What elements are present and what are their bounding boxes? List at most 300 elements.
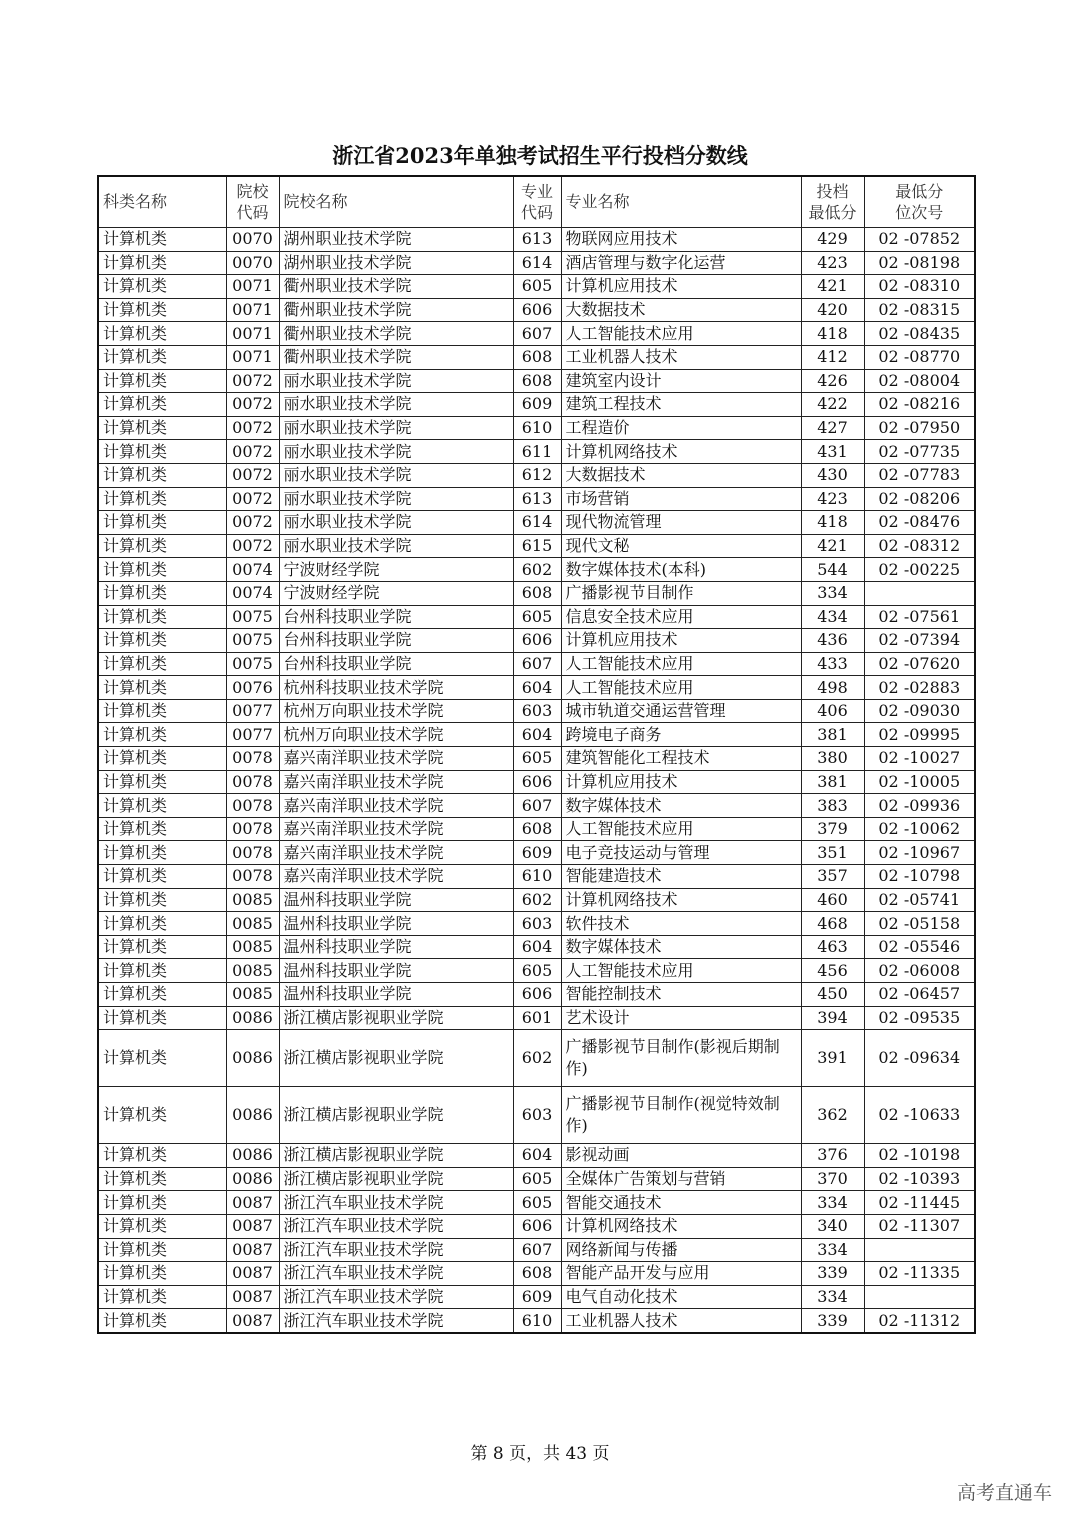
cell-major-code: 611 [513, 440, 561, 464]
cell-rank: 02 -08198 [864, 251, 975, 275]
cell-rank [864, 581, 975, 605]
cell-major-name: 酒店管理与数字化运营 [561, 251, 801, 275]
cell-school-name: 嘉兴南洋职业技术学院 [279, 794, 513, 818]
cell-major-code: 610 [513, 416, 561, 440]
table-row [98, 983, 975, 1007]
table-row [98, 1144, 975, 1168]
cell-school-code: 0072 [226, 369, 279, 393]
cell-major-code: 614 [513, 251, 561, 275]
cell-major-code: 606 [513, 983, 561, 1007]
cell-school-code: 0074 [226, 581, 279, 605]
cell-category: 计算机类 [98, 935, 226, 959]
cell-major-name: 工业机器人技术 [561, 1309, 801, 1333]
cell-school-name: 嘉兴南洋职业技术学院 [279, 817, 513, 841]
cell-major-code: 606 [513, 629, 561, 653]
cell-min-score: 433 [801, 652, 864, 676]
cell-major-name: 网络新闻与传播 [561, 1238, 801, 1262]
cell-min-score: 394 [801, 1006, 864, 1030]
cell-school-code: 0075 [226, 629, 279, 653]
table-row [98, 699, 975, 723]
cell-school-name: 温州科技职业学院 [279, 912, 513, 936]
cell-min-score: 421 [801, 275, 864, 299]
cell-school-code: 0087 [226, 1262, 279, 1286]
cell-school-name: 丽水职业技术学院 [279, 369, 513, 393]
cell-rank: 02 -11312 [864, 1309, 975, 1333]
cell-school-code: 0076 [226, 676, 279, 700]
cell-major-name: 软件技术 [561, 912, 801, 936]
cell-school-code: 0087 [226, 1214, 279, 1238]
cell-min-score: 406 [801, 699, 864, 723]
cell-school-code: 0078 [226, 841, 279, 865]
cell-school-name: 浙江横店影视职业学院 [279, 1030, 513, 1087]
table-row [98, 1285, 975, 1309]
page-footer: 第 8 页，共 43 页 [470, 1444, 610, 1464]
cell-min-score: 463 [801, 935, 864, 959]
table-row [98, 511, 975, 535]
cell-school-code: 0072 [226, 511, 279, 535]
cell-school-code: 0072 [226, 487, 279, 511]
cell-min-score: 460 [801, 888, 864, 912]
cell-rank: 02 -09030 [864, 699, 975, 723]
cell-major-code: 606 [513, 298, 561, 322]
cell-school-code: 0075 [226, 652, 279, 676]
cell-major-code: 608 [513, 1262, 561, 1286]
cell-min-score: 456 [801, 959, 864, 983]
cell-min-score: 544 [801, 558, 864, 582]
cell-major-name: 数字媒体技术 [561, 794, 801, 818]
cell-school-code: 0085 [226, 983, 279, 1007]
document-title: 浙江省2023年单独考试招生平行投档分数线 [332, 143, 748, 168]
cell-min-score: 370 [801, 1167, 864, 1191]
cell-category: 计算机类 [98, 817, 226, 841]
cell-category: 计算机类 [98, 794, 226, 818]
table-row [98, 558, 975, 582]
table-row [98, 1309, 975, 1333]
cell-school-code: 0072 [226, 393, 279, 417]
cell-major-code: 609 [513, 393, 561, 417]
cell-school-name: 丽水职业技术学院 [279, 534, 513, 558]
cell-category: 计算机类 [98, 487, 226, 511]
cell-rank: 02 -09995 [864, 723, 975, 747]
cell-min-score: 357 [801, 865, 864, 889]
cell-school-name: 浙江汽车职业技术学院 [279, 1309, 513, 1333]
cell-min-score: 421 [801, 534, 864, 558]
table-row [98, 440, 975, 464]
cell-major-code: 605 [513, 605, 561, 629]
cell-major-name: 建筑室内设计 [561, 369, 801, 393]
cell-rank: 02 -05158 [864, 912, 975, 936]
cell-rank: 02 -08315 [864, 298, 975, 322]
cell-rank: 02 -10798 [864, 865, 975, 889]
cell-school-code: 0086 [226, 1030, 279, 1087]
cell-category: 计算机类 [98, 629, 226, 653]
cell-major-code: 605 [513, 275, 561, 299]
cell-major-name: 现代文秘 [561, 534, 801, 558]
table-row [98, 369, 975, 393]
table-row [98, 1262, 975, 1286]
cell-school-code: 0075 [226, 605, 279, 629]
cell-school-code: 0072 [226, 440, 279, 464]
cell-school-code: 0086 [226, 1087, 279, 1144]
table-row [98, 723, 975, 747]
cell-school-name: 浙江汽车职业技术学院 [279, 1238, 513, 1262]
cell-school-name: 衢州职业技术学院 [279, 275, 513, 299]
cell-category: 计算机类 [98, 1087, 226, 1144]
cell-school-name: 台州科技职业学院 [279, 629, 513, 653]
cell-school-name: 浙江汽车职业技术学院 [279, 1285, 513, 1309]
cell-school-name: 嘉兴南洋职业技术学院 [279, 841, 513, 865]
cell-rank: 02 -11307 [864, 1214, 975, 1238]
cell-major-code: 603 [513, 1087, 561, 1144]
cell-category: 计算机类 [98, 322, 226, 346]
cell-rank: 02 -08310 [864, 275, 975, 299]
cell-major-name: 工业机器人技术 [561, 345, 801, 369]
cell-school-code: 0087 [226, 1238, 279, 1262]
cell-major-name: 智能建造技术 [561, 865, 801, 889]
cell-school-name: 浙江横店影视职业学院 [279, 1006, 513, 1030]
cell-major-name: 智能控制技术 [561, 983, 801, 1007]
cell-category: 计算机类 [98, 1238, 226, 1262]
cell-rank: 02 -10633 [864, 1087, 975, 1144]
cell-rank: 02 -10005 [864, 770, 975, 794]
cell-school-code: 0070 [226, 228, 279, 252]
cell-major-name: 电子竞技运动与管理 [561, 841, 801, 865]
header-min-score: 投档 最低分 [801, 176, 864, 228]
cell-category: 计算机类 [98, 298, 226, 322]
cell-school-code: 0077 [226, 699, 279, 723]
cell-min-score: 334 [801, 1191, 864, 1215]
cell-school-name: 台州科技职业学院 [279, 652, 513, 676]
cell-major-name: 电气自动化技术 [561, 1285, 801, 1309]
cell-school-name: 丽水职业技术学院 [279, 440, 513, 464]
header-category: 科类名称 [98, 176, 226, 228]
cell-category: 计算机类 [98, 534, 226, 558]
cell-school-name: 温州科技职业学院 [279, 888, 513, 912]
cell-category: 计算机类 [98, 770, 226, 794]
cell-category: 计算机类 [98, 463, 226, 487]
cell-major-name: 人工智能技术应用 [561, 652, 801, 676]
cell-school-name: 温州科技职业学院 [279, 935, 513, 959]
cell-category: 计算机类 [98, 581, 226, 605]
table-row [98, 228, 975, 252]
cell-major-name: 影视动画 [561, 1144, 801, 1168]
cell-major-name: 广播影视节目制作(视觉特效制作) [561, 1087, 801, 1144]
cell-min-score: 418 [801, 511, 864, 535]
cell-major-name: 大数据技术 [561, 463, 801, 487]
cell-min-score: 423 [801, 251, 864, 275]
cell-major-code: 609 [513, 841, 561, 865]
cell-rank: 02 -07735 [864, 440, 975, 464]
cell-category: 计算机类 [98, 1167, 226, 1191]
table-row [98, 1191, 975, 1215]
cell-school-name: 丽水职业技术学院 [279, 487, 513, 511]
cell-school-code: 0078 [226, 747, 279, 771]
cell-category: 计算机类 [98, 275, 226, 299]
cell-major-name: 人工智能技术应用 [561, 322, 801, 346]
cell-rank: 02 -07561 [864, 605, 975, 629]
cell-min-score: 381 [801, 770, 864, 794]
cell-min-score: 412 [801, 345, 864, 369]
cell-major-code: 610 [513, 865, 561, 889]
cell-school-code: 0085 [226, 935, 279, 959]
cell-category: 计算机类 [98, 1030, 226, 1087]
cell-school-code: 0085 [226, 912, 279, 936]
cell-min-score: 362 [801, 1087, 864, 1144]
cell-min-score: 427 [801, 416, 864, 440]
table-row [98, 345, 975, 369]
header-rank: 最低分 位次号 [864, 176, 975, 228]
cell-major-code: 612 [513, 463, 561, 487]
cell-major-code: 607 [513, 652, 561, 676]
cell-category: 计算机类 [98, 605, 226, 629]
cell-category: 计算机类 [98, 888, 226, 912]
table-row [98, 770, 975, 794]
cell-school-name: 衢州职业技术学院 [279, 322, 513, 346]
cell-min-score: 422 [801, 393, 864, 417]
cell-min-score: 334 [801, 1238, 864, 1262]
table-row [98, 534, 975, 558]
cell-school-code: 0087 [226, 1309, 279, 1333]
cell-school-name: 浙江横店影视职业学院 [279, 1167, 513, 1191]
cell-min-score: 498 [801, 676, 864, 700]
table-row [98, 322, 975, 346]
cell-rank: 02 -07852 [864, 228, 975, 252]
cell-major-name: 物联网应用技术 [561, 228, 801, 252]
cell-school-name: 温州科技职业学院 [279, 983, 513, 1007]
cell-category: 计算机类 [98, 558, 226, 582]
cell-school-name: 宁波财经学院 [279, 581, 513, 605]
cell-category: 计算机类 [98, 345, 226, 369]
header-school-code: 院校 代码 [226, 176, 279, 228]
cell-school-code: 0078 [226, 794, 279, 818]
cell-school-name: 杭州万向职业技术学院 [279, 699, 513, 723]
cell-min-score: 340 [801, 1214, 864, 1238]
cell-major-code: 604 [513, 676, 561, 700]
cell-min-score: 334 [801, 581, 864, 605]
table-row [98, 416, 975, 440]
table-row [98, 1030, 975, 1087]
cell-rank: 02 -07394 [864, 629, 975, 653]
cell-major-code: 608 [513, 369, 561, 393]
cell-major-name: 计算机应用技术 [561, 275, 801, 299]
cell-category: 计算机类 [98, 959, 226, 983]
cell-major-name: 智能产品开发与应用 [561, 1262, 801, 1286]
cell-major-code: 603 [513, 912, 561, 936]
cell-school-name: 嘉兴南洋职业技术学院 [279, 770, 513, 794]
cell-min-score: 468 [801, 912, 864, 936]
cell-school-name: 浙江汽车职业技术学院 [279, 1214, 513, 1238]
cell-major-code: 610 [513, 1309, 561, 1333]
cell-rank: 02 -08770 [864, 345, 975, 369]
cell-category: 计算机类 [98, 228, 226, 252]
cell-school-name: 宁波财经学院 [279, 558, 513, 582]
cell-major-name: 计算机网络技术 [561, 888, 801, 912]
cell-rank: 02 -10198 [864, 1144, 975, 1168]
cell-min-score: 430 [801, 463, 864, 487]
cell-major-code: 607 [513, 322, 561, 346]
cell-major-name: 建筑工程技术 [561, 393, 801, 417]
table-row [98, 865, 975, 889]
cell-rank: 02 -05546 [864, 935, 975, 959]
header-school-name: 院校名称 [279, 176, 513, 228]
cell-school-code: 0087 [226, 1191, 279, 1215]
cell-rank: 02 -10027 [864, 747, 975, 771]
cell-major-code: 608 [513, 581, 561, 605]
cell-min-score: 429 [801, 228, 864, 252]
cell-category: 计算机类 [98, 841, 226, 865]
cell-category: 计算机类 [98, 511, 226, 535]
cell-major-name: 人工智能技术应用 [561, 676, 801, 700]
cell-category: 计算机类 [98, 1285, 226, 1309]
cell-min-score: 381 [801, 723, 864, 747]
cell-major-code: 609 [513, 1285, 561, 1309]
table-row [98, 1006, 975, 1030]
cell-category: 计算机类 [98, 983, 226, 1007]
cell-major-name: 现代物流管理 [561, 511, 801, 535]
cell-major-name: 信息安全技术应用 [561, 605, 801, 629]
cell-school-code: 0071 [226, 298, 279, 322]
cell-school-name: 湖州职业技术学院 [279, 251, 513, 275]
cell-major-code: 601 [513, 1006, 561, 1030]
cell-major-name: 全媒体广告策划与营销 [561, 1167, 801, 1191]
cell-major-code: 605 [513, 959, 561, 983]
cell-category: 计算机类 [98, 865, 226, 889]
watermark: 高考直通车 [956, 1482, 1052, 1504]
table-row [98, 605, 975, 629]
table-row [98, 747, 975, 771]
cell-school-code: 0085 [226, 959, 279, 983]
cell-min-score: 418 [801, 322, 864, 346]
cell-min-score: 420 [801, 298, 864, 322]
table-row [98, 1238, 975, 1262]
cell-school-code: 0071 [226, 345, 279, 369]
cell-rank: 02 -11335 [864, 1262, 975, 1286]
cell-rank: 02 -10393 [864, 1167, 975, 1191]
cell-major-code: 602 [513, 558, 561, 582]
cell-major-name: 计算机网络技术 [561, 440, 801, 464]
cell-major-name: 计算机应用技术 [561, 770, 801, 794]
table-row [98, 912, 975, 936]
table-row [98, 935, 975, 959]
cell-min-score: 380 [801, 747, 864, 771]
cell-school-code: 0086 [226, 1006, 279, 1030]
cell-school-name: 浙江横店影视职业学院 [279, 1144, 513, 1168]
cell-min-score: 383 [801, 794, 864, 818]
cell-major-code: 607 [513, 794, 561, 818]
table-row [98, 463, 975, 487]
cell-school-name: 丽水职业技术学院 [279, 463, 513, 487]
cell-school-name: 温州科技职业学院 [279, 959, 513, 983]
cell-min-score: 351 [801, 841, 864, 865]
cell-major-name: 广播影视节目制作 [561, 581, 801, 605]
cell-category: 计算机类 [98, 912, 226, 936]
cell-rank: 02 -10062 [864, 817, 975, 841]
cell-rank [864, 1285, 975, 1309]
cell-school-name: 浙江汽车职业技术学院 [279, 1191, 513, 1215]
cell-category: 计算机类 [98, 652, 226, 676]
table-row [98, 817, 975, 841]
table-row [98, 652, 975, 676]
header-major-code: 专业 代码 [513, 176, 561, 228]
table-row [98, 581, 975, 605]
table-row [98, 275, 975, 299]
cell-min-score: 376 [801, 1144, 864, 1168]
cell-category: 计算机类 [98, 723, 226, 747]
cell-major-code: 614 [513, 511, 561, 535]
cell-category: 计算机类 [98, 369, 226, 393]
cell-min-score: 339 [801, 1262, 864, 1286]
cell-school-code: 0085 [226, 888, 279, 912]
cell-category: 计算机类 [98, 676, 226, 700]
cell-major-code: 605 [513, 1167, 561, 1191]
table-row [98, 841, 975, 865]
cell-major-name: 计算机应用技术 [561, 629, 801, 653]
table-row [98, 959, 975, 983]
cell-category: 计算机类 [98, 747, 226, 771]
cell-major-code: 605 [513, 1191, 561, 1215]
cell-rank [864, 1238, 975, 1262]
cell-school-name: 丽水职业技术学院 [279, 393, 513, 417]
cell-major-code: 606 [513, 1214, 561, 1238]
cell-major-code: 607 [513, 1238, 561, 1262]
cell-rank: 02 -08435 [864, 322, 975, 346]
cell-school-code: 0072 [226, 463, 279, 487]
cell-school-code: 0078 [226, 817, 279, 841]
table-row [98, 1087, 975, 1144]
cell-school-code: 0071 [226, 322, 279, 346]
cell-major-name: 跨境电子商务 [561, 723, 801, 747]
cell-school-name: 杭州万向职业技术学院 [279, 723, 513, 747]
cell-rank: 02 -11445 [864, 1191, 975, 1215]
cell-major-name: 城市轨道交通运营管理 [561, 699, 801, 723]
table-row [98, 676, 975, 700]
cell-major-code: 603 [513, 699, 561, 723]
cell-school-code: 0071 [226, 275, 279, 299]
header-major-name: 专业名称 [561, 176, 801, 228]
cell-school-code: 0078 [226, 770, 279, 794]
cell-school-name: 丽水职业技术学院 [279, 511, 513, 535]
cell-category: 计算机类 [98, 393, 226, 417]
cell-rank: 02 -09535 [864, 1006, 975, 1030]
cell-school-code: 0078 [226, 865, 279, 889]
cell-school-code: 0074 [226, 558, 279, 582]
cell-min-score: 339 [801, 1309, 864, 1333]
cell-school-name: 湖州职业技术学院 [279, 228, 513, 252]
cell-major-code: 606 [513, 770, 561, 794]
cell-major-code: 602 [513, 888, 561, 912]
cell-school-code: 0086 [226, 1144, 279, 1168]
cell-major-code: 604 [513, 1144, 561, 1168]
cell-rank: 02 -00225 [864, 558, 975, 582]
cell-min-score: 426 [801, 369, 864, 393]
cell-major-name: 市场营销 [561, 487, 801, 511]
cell-school-code: 0087 [226, 1285, 279, 1309]
cell-school-name: 衢州职业技术学院 [279, 345, 513, 369]
cell-category: 计算机类 [98, 1309, 226, 1333]
cell-category: 计算机类 [98, 1006, 226, 1030]
cell-min-score: 423 [801, 487, 864, 511]
cell-school-code: 0070 [226, 251, 279, 275]
table-row [98, 1214, 975, 1238]
table-row [98, 629, 975, 653]
cell-category: 计算机类 [98, 1262, 226, 1286]
cell-major-code: 604 [513, 935, 561, 959]
cell-rank: 02 -08216 [864, 393, 975, 417]
cell-min-score: 391 [801, 1030, 864, 1087]
cell-category: 计算机类 [98, 1144, 226, 1168]
cell-min-score: 379 [801, 817, 864, 841]
cell-major-name: 建筑智能化工程技术 [561, 747, 801, 771]
